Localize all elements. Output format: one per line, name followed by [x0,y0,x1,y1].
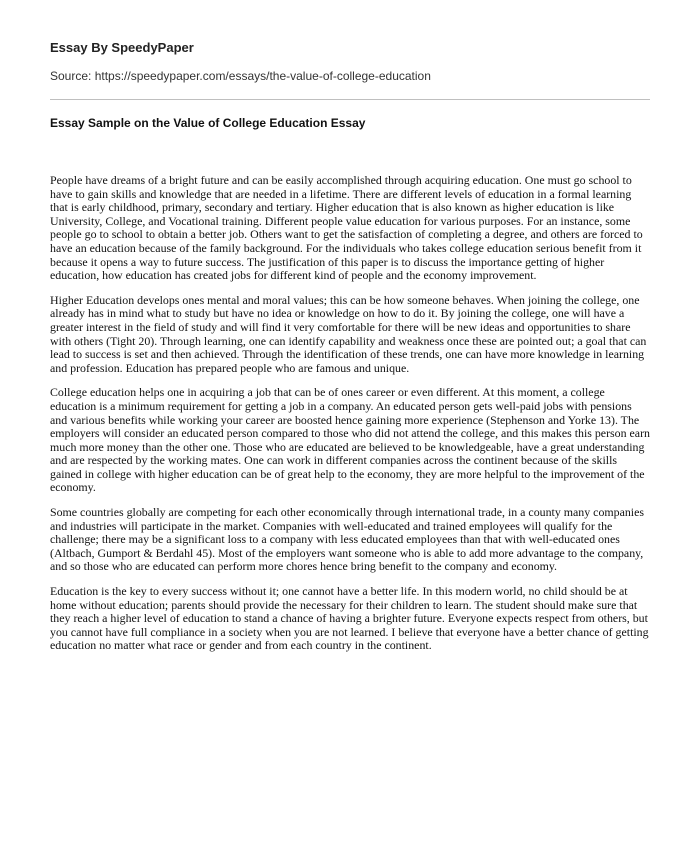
essay-paragraph: College education helps one in acquiring a job that can be of ones career or even different. At this moment, a college education is a minimum requirement for getting a job in a company. An educated person gets well-paid jobs with pensions and various benefits while working your career are boosted hence gaining more experience (Stephenson and Yorke 13). The employers will consider an educated person compared to those who did not attend the college, and this makes this person earn much more money than the other one. Those who are educated are believed to be knowledgeable, have a great understanding and are respected by the working mates. One can work in different companies across the continent because of the skills gained in college with higher education can be of great help to the economy, they are more helpful to the improvement of the economy. [50,385,650,495]
essay-paragraph: Higher Education develops ones mental and moral values; this can be how someone behaves. When joining the college, one already has in mind what to study but have no idea or knowledge on how to do it. By joining the college, one will have a greater interest in the field of study and will find it very comfortable for there will be new ideas and opportunities to share with others (Tight 20). Through learning, one can identify capability and weakness once these are pointed out; a goal that can lead to success is set and then achieved. Through the identification of these trends, one can have more knowledge in learning and profession. Education has prepared people who are famous and unique. [50,292,647,375]
essay-title: Essay Sample on the Value of College Education Essay [50,116,366,130]
essay-paragraph: Some countries globally are competing for each other economically through international trade, in a county many companies and industries will participate in the market. Companies with well-educated and trained employees will qualify for the challenge; there may be a significant loss to a company with less educated employees than that with well-educated ones (Altbach, Gumport & Berdahl 45). Most of the employers want someone who is able to add more advantage to the company, and so those who are educated can perform more chores hence bring benefit to the company and economy. [50,505,645,574]
brand-title: Essay By SpeedyPaper [50,40,194,55]
document-page [50,40,650,664]
essay-paragraph: Education is the key to every success without it; one cannot have a better life. In this modern world, no child should be at home without education; parents should provide the necessary for their children to learn. The student should make sure that they reach a higher level of education to stand a chance of having a brighter future. Everyone expects respect from others, but you cannot have full compliance in a society when you are not learned. I believe that everyone have a better chance of getting education no matter what race or gender and from each country in the continent. [50,584,649,653]
essay-paragraph: People have dreams of a bright future and can be easily accomplished through acquiring education. One must go school to have to gain skills and knowledge that are needed in a lifetime. There are different levels of education in a formal learning that is early childhood, primary, secondary and tertiary. Higher education that is also known as higher education is like University, College, and Vocational training. Different people value education for various purposes. For an instance, some people go to school to obtain a better job. Others want to get the satisfaction of completing a degree, and others are forced to have an education because of the family background. For the individuals who takes college education serious benefit from it because it opens a way to future success. The justification of this paper is to discuss the importance getting of higher education, how education has created jobs for different kind of people and the economy improvement. [50,173,643,283]
header-divider [50,99,650,100]
essay-body [50,174,650,653]
source-line: Source: https://speedypaper.com/essays/the-value-of-college-education [50,69,431,83]
